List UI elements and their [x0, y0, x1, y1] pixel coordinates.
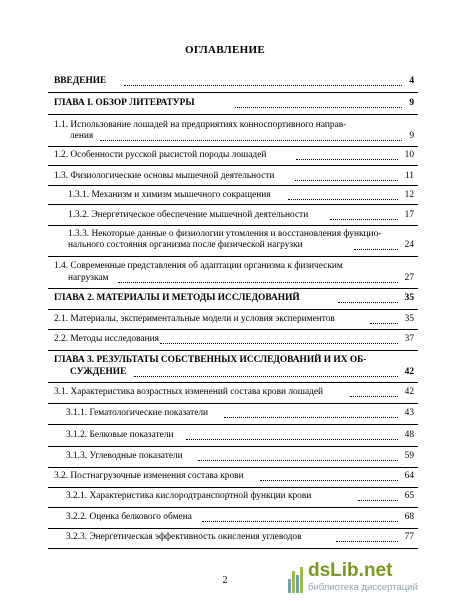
- dot-leader: [296, 150, 398, 160]
- separator-line: [48, 256, 418, 257]
- toc-entry-text: ГЛАВА 2. МАТЕРИАЛЫ И МЕТОДЫ ИССЛЕДОВАНИЙ: [54, 293, 300, 303]
- toc-entry-page: 9: [409, 131, 414, 141]
- toc-entry-page: 59: [404, 451, 414, 461]
- toc-entry-page: 42: [404, 367, 414, 377]
- toc-entry-page: 35: [404, 293, 414, 303]
- separator-line: [48, 204, 418, 205]
- separator-line: [48, 185, 418, 186]
- toc-entry-text: 3.1.1. Гематологические показатели: [66, 408, 209, 418]
- separator-line: [48, 225, 418, 226]
- dot-leader: [338, 293, 398, 303]
- toc-entry-text: 3.2.2. Оценка белкового обмена: [66, 512, 192, 522]
- toc-entry-text: 3.2.3. Энергетическая эффективность окисления углеводов: [66, 532, 302, 542]
- dot-leader: [160, 334, 398, 344]
- toc-entry-text: 1.3.3. Некоторые данные о физиологии утомления и восстановления функцио-: [68, 229, 382, 239]
- separator-line: [48, 329, 418, 330]
- dot-leader: [134, 367, 398, 377]
- toc-entry-page: 12: [404, 190, 414, 200]
- toc-entry-text: 3.1.2. Белковые показатели: [66, 430, 174, 440]
- toc-entry-text: СУЖДЕНИЕ: [70, 367, 127, 377]
- dot-leader: [260, 471, 398, 481]
- toc-entry-page: 43: [404, 408, 414, 418]
- toc-entry-text: 1.3.1. Механизм и химизм мышечного сокращения: [68, 190, 271, 200]
- dot-leader: [295, 171, 398, 181]
- toc-entry-page: 68: [404, 512, 414, 522]
- toc-entry-page: 27: [404, 273, 414, 283]
- toc-entry-text: 1.3.2. Энергетическое обеспечение мышечной деятельности: [68, 210, 309, 220]
- separator-line: [48, 350, 418, 351]
- dot-leader: [124, 76, 402, 86]
- toc-entry-page: 64: [404, 471, 414, 481]
- dot-leader: [186, 430, 398, 440]
- toc-entry-text: 1.4. Современные представления об адаптации организма к физическим: [54, 261, 343, 271]
- toc-entry-text: 3.2. Постнагрузочные изменения состава крови: [54, 471, 244, 481]
- separator-line: [48, 288, 418, 289]
- separator-line: [48, 548, 418, 549]
- toc-entry-text: 3.1. Характеристика возрастных изменений состава крови лошадей: [54, 387, 324, 397]
- toc-entry-text: 3.2.1. Характеристика кислородтранспортной функции крови: [66, 491, 312, 501]
- dslib-logo-icon: [288, 563, 304, 593]
- toc-entry-text: ления: [70, 131, 94, 141]
- separator-line: [48, 309, 418, 310]
- toc-entry-text: 2.2. Методы исследования: [54, 334, 159, 344]
- toc-entry-page: 48: [404, 430, 414, 440]
- page-number: 2: [222, 575, 228, 586]
- separator-line: [48, 382, 418, 383]
- toc-entry-page: 4: [409, 76, 414, 86]
- dot-leader: [354, 240, 398, 250]
- dot-leader: [118, 273, 398, 283]
- dslib-watermark: [288, 560, 438, 598]
- toc-entry-page: 24: [404, 240, 414, 250]
- dot-leader: [350, 387, 398, 397]
- toc-entry-text: 1.1. Использование лошадей на предприятиях конноспортивного направ-: [54, 120, 347, 130]
- separator-line: [48, 487, 418, 488]
- dot-leader: [358, 491, 398, 501]
- separator-line: [48, 528, 418, 529]
- separator-line: [48, 446, 418, 447]
- dot-leader: [100, 131, 402, 141]
- toc-entry-page: 42: [404, 387, 414, 397]
- toc-entry-page: 10: [404, 150, 414, 160]
- toc-entry-page: 17: [404, 210, 414, 220]
- toc-entry-text: 1.3. Физиологические основы мышечной деятельности: [54, 171, 275, 181]
- dot-leader: [235, 98, 402, 108]
- toc-entry-page: 37: [404, 334, 414, 344]
- dot-leader: [370, 314, 398, 324]
- dot-leader: [288, 190, 398, 200]
- toc-entry-page: 35: [404, 314, 414, 324]
- watermark-subtitle: библиотека диссертаций: [308, 582, 418, 593]
- separator-line: [48, 165, 418, 166]
- toc-entry-page: 9: [409, 98, 414, 108]
- watermark-logo-text: dsLib.net: [308, 560, 393, 581]
- separator-line: [48, 146, 418, 147]
- separator-line: [48, 114, 418, 115]
- toc-entry-text: ВВЕДЕНИЕ: [54, 76, 107, 86]
- dot-leader: [336, 532, 398, 542]
- separator-line: [48, 467, 418, 468]
- dot-leader: [198, 451, 398, 461]
- toc-entry-text: ГЛАВА I. ОБЗОР ЛИТЕРАТУРЫ: [54, 98, 195, 108]
- toc-entry-text: 1.2. Особенности русской рысистой породы лошадей: [54, 150, 267, 160]
- separator-line: [48, 403, 418, 404]
- toc-entry-page: 65: [404, 491, 414, 501]
- toc-entry-page: 77: [404, 532, 414, 542]
- toc-entry-page: 11: [404, 171, 414, 181]
- toc-entry-text: ГЛАВА 3. РЕЗУЛЬТАТЫ СОБСТВЕННЫХ ИССЛЕДОВАНИЙ И ИХ ОБ-: [54, 355, 367, 365]
- toc-entry-text: 2.1. Материалы, экспериментальные модели и условия экспериментов: [54, 314, 335, 324]
- separator-line: [48, 92, 418, 93]
- separator-line: [48, 424, 418, 425]
- dot-leader: [202, 512, 398, 522]
- separator-line: [48, 507, 418, 508]
- dot-leader: [330, 210, 398, 220]
- toc-entry-text: 3.1.3. Углеводные показатели: [66, 451, 183, 461]
- dot-leader: [224, 408, 398, 418]
- toc-entry-text: нального состояния организма после физической нагрузки: [68, 240, 303, 250]
- toc-title: ОГЛАВЛЕНИЕ: [185, 44, 265, 56]
- toc-entry-text: нагрузкам: [68, 273, 109, 283]
